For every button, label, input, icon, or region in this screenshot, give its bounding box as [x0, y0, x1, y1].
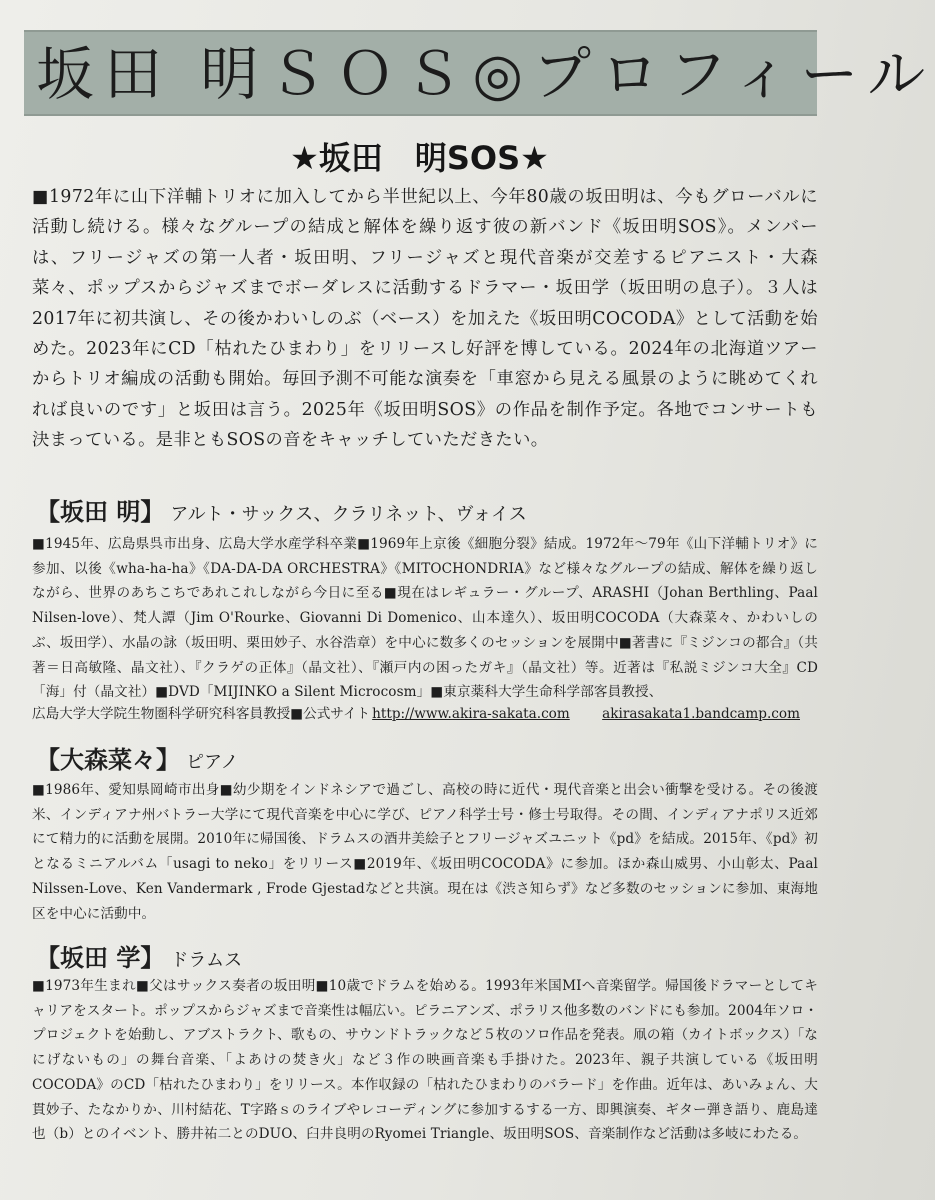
member-role: ピアノ: [186, 752, 239, 773]
page-title: 坂田 明ＳＯＳ◎プロフィール: [36, 40, 935, 108]
member-heading-akira: [36, 492, 527, 527]
intro-paragraph: ■1972年に山下洋輔トリオに加入してから半世紀以上、今年80歳の坂田明は、今もグローバルに活動し続ける。様々なグループの結成と解体を繰り返す彼の新バンド《坂田明SOS》。メンバーは、フリージャズの第一人者・坂田明、フリージャズと現代音楽が交差するピアニスト・大森菜々、ポップスからジャズまでボーダレスに活動するドラマー・坂田学（坂田明の息子）。３人は2017年に初共演し、その後かわいしのぶ（ベース）を加えた《坂田明COCODA》として活動を始めた。2023年にCD「枯れたひまわり」をリリースし好評を博している。2024年の北海道ツアーからトリオ編成の活動も開始。毎回予測不可能な演奏を「車窓から見える風景のように眺めてくれれば良いのです」と坂田は言う。2025年《坂田明SOS》の作品を制作予定。各地でコンサートも決まっている。是非ともSOSの音をキャッチしていただきたい。: [32, 187, 818, 451]
bandcamp-link[interactable]: akirasakata1.bandcamp.com: [602, 706, 800, 722]
page-subtitle: ★坂田 明SOS★: [290, 139, 549, 177]
official-site-link[interactable]: http://www.akira-sakata.com: [372, 706, 570, 722]
member-links-row: [32, 702, 818, 727]
member-name: 【大森菜々】: [36, 745, 180, 774]
member-name: 【坂田 明】: [36, 497, 165, 526]
member-role: アルト・サックス、クラリネット、ヴォイス: [170, 504, 527, 525]
member-role: ドラムス: [170, 950, 243, 971]
title-banner: [24, 30, 935, 116]
member-bio-nana: ■1986年、愛知県岡崎市出身■幼少期をインドネシアで過ごし、高校の時に近代・現代音楽と出会い衝撃を受ける。その後渡米、インディアナ州バトラー大学にて現代音楽を中心に学び、ピアノ科学士号・修士号取得。その間、インディアナポリス近郊にて精力的に活動を展開。2010年に帰国後、ドラムスの酒井美絵子とフリージャズユニット《pd》を結成。2015年、《pd》初となるミニアルバム「usagi to neko」をリリース■2019年、《坂田明COCODA》に参加。ほか森山威男、小山彰太、Paal Nilssen-Love、Ken Vandermark , Frode Gjestadなどと共演。現在は《渋さ知らず》など多数のセッションに参加、東海地区を中心に活動中。: [32, 782, 818, 922]
member-heading-nana: [36, 740, 239, 775]
member-name: 【坂田 学】: [36, 943, 165, 972]
member-bio-last-line: 広島大学大学院生物圏科学研究科客員教授■公式サイト: [32, 706, 371, 722]
member-bio-akira: ■1945年、広島県呉市出身、広島大学水産学科卒業■1969年上京後《細胞分裂》結成。1972年～79年《山下洋輔トリオ》に参加、以後《wha-ha-ha》《DA-DA-DA ORCHESTRA》《MITOCHONDRIA》など様々なグループの結成、解体を繰り返しながら、世界のあちこちであれこれしながら今日に至る■現在はレギュラー・グループ、ARASHI（Johan Berthling、Paal Nilsen-love）、梵人譚（Jim O'Rourke、Giovanni Di Domenico、山本達久）、坂田明COCODA（大森菜々、かわいしのぶ、坂田学）、水晶の詠（坂田明、栗田妙子、水谷浩章）を中心に数多くのセッションを展開中■著書に『ミジンコの都合』（共著＝日高敏隆、晶文社）、『クラゲの正体』（晶文社）、『瀬戸内の困ったガキ』（晶文社）等。近著は『私説ミジンコ大全』CD「海」付（晶文社）■DVD「MIJINKO a Silent Microcosm」■東京薬科大学生命科学部客員教授、: [32, 536, 818, 701]
member-bio-manabu: ■1973年生まれ■父はサックス奏者の坂田明■10歳でドラムを始める。1993年米国MIへ音楽留学。帰国後ドラマーとしてキャリアをスタート。ポップスからジャズまで音楽性は幅広い。ピラニアンズ、ポラリス他多数のバンドにも参加。2004年ソロ・プロジェクトを始動し、アブストラクト、歌もの、サウンドトラックなど５枚のソロ作品を発表。凧の箱（カイトボックス）「なにげないもの」の舞台音楽、「よあけの焚き火」など３作の映画音楽も手掛けた。2023年、親子共演している《坂田明COCODA》のCD「枯れたひまわり」をリリース。本作収録の「枯れたひまわりのバラード」を作曲。近年は、あいみょん、大貫妙子、たなかりか、川村結花、T字路ｓのライブやレコーディングに参加するする一方、即興演奏、ギター弾き語り、鹿島達也（b）とのイベント、勝井祐二とのDUO、臼井良明のRyomei Triangle、坂田明SOS、音楽制作など活動は多岐にわたる。: [32, 978, 818, 1143]
member-heading-manabu: [36, 938, 242, 973]
